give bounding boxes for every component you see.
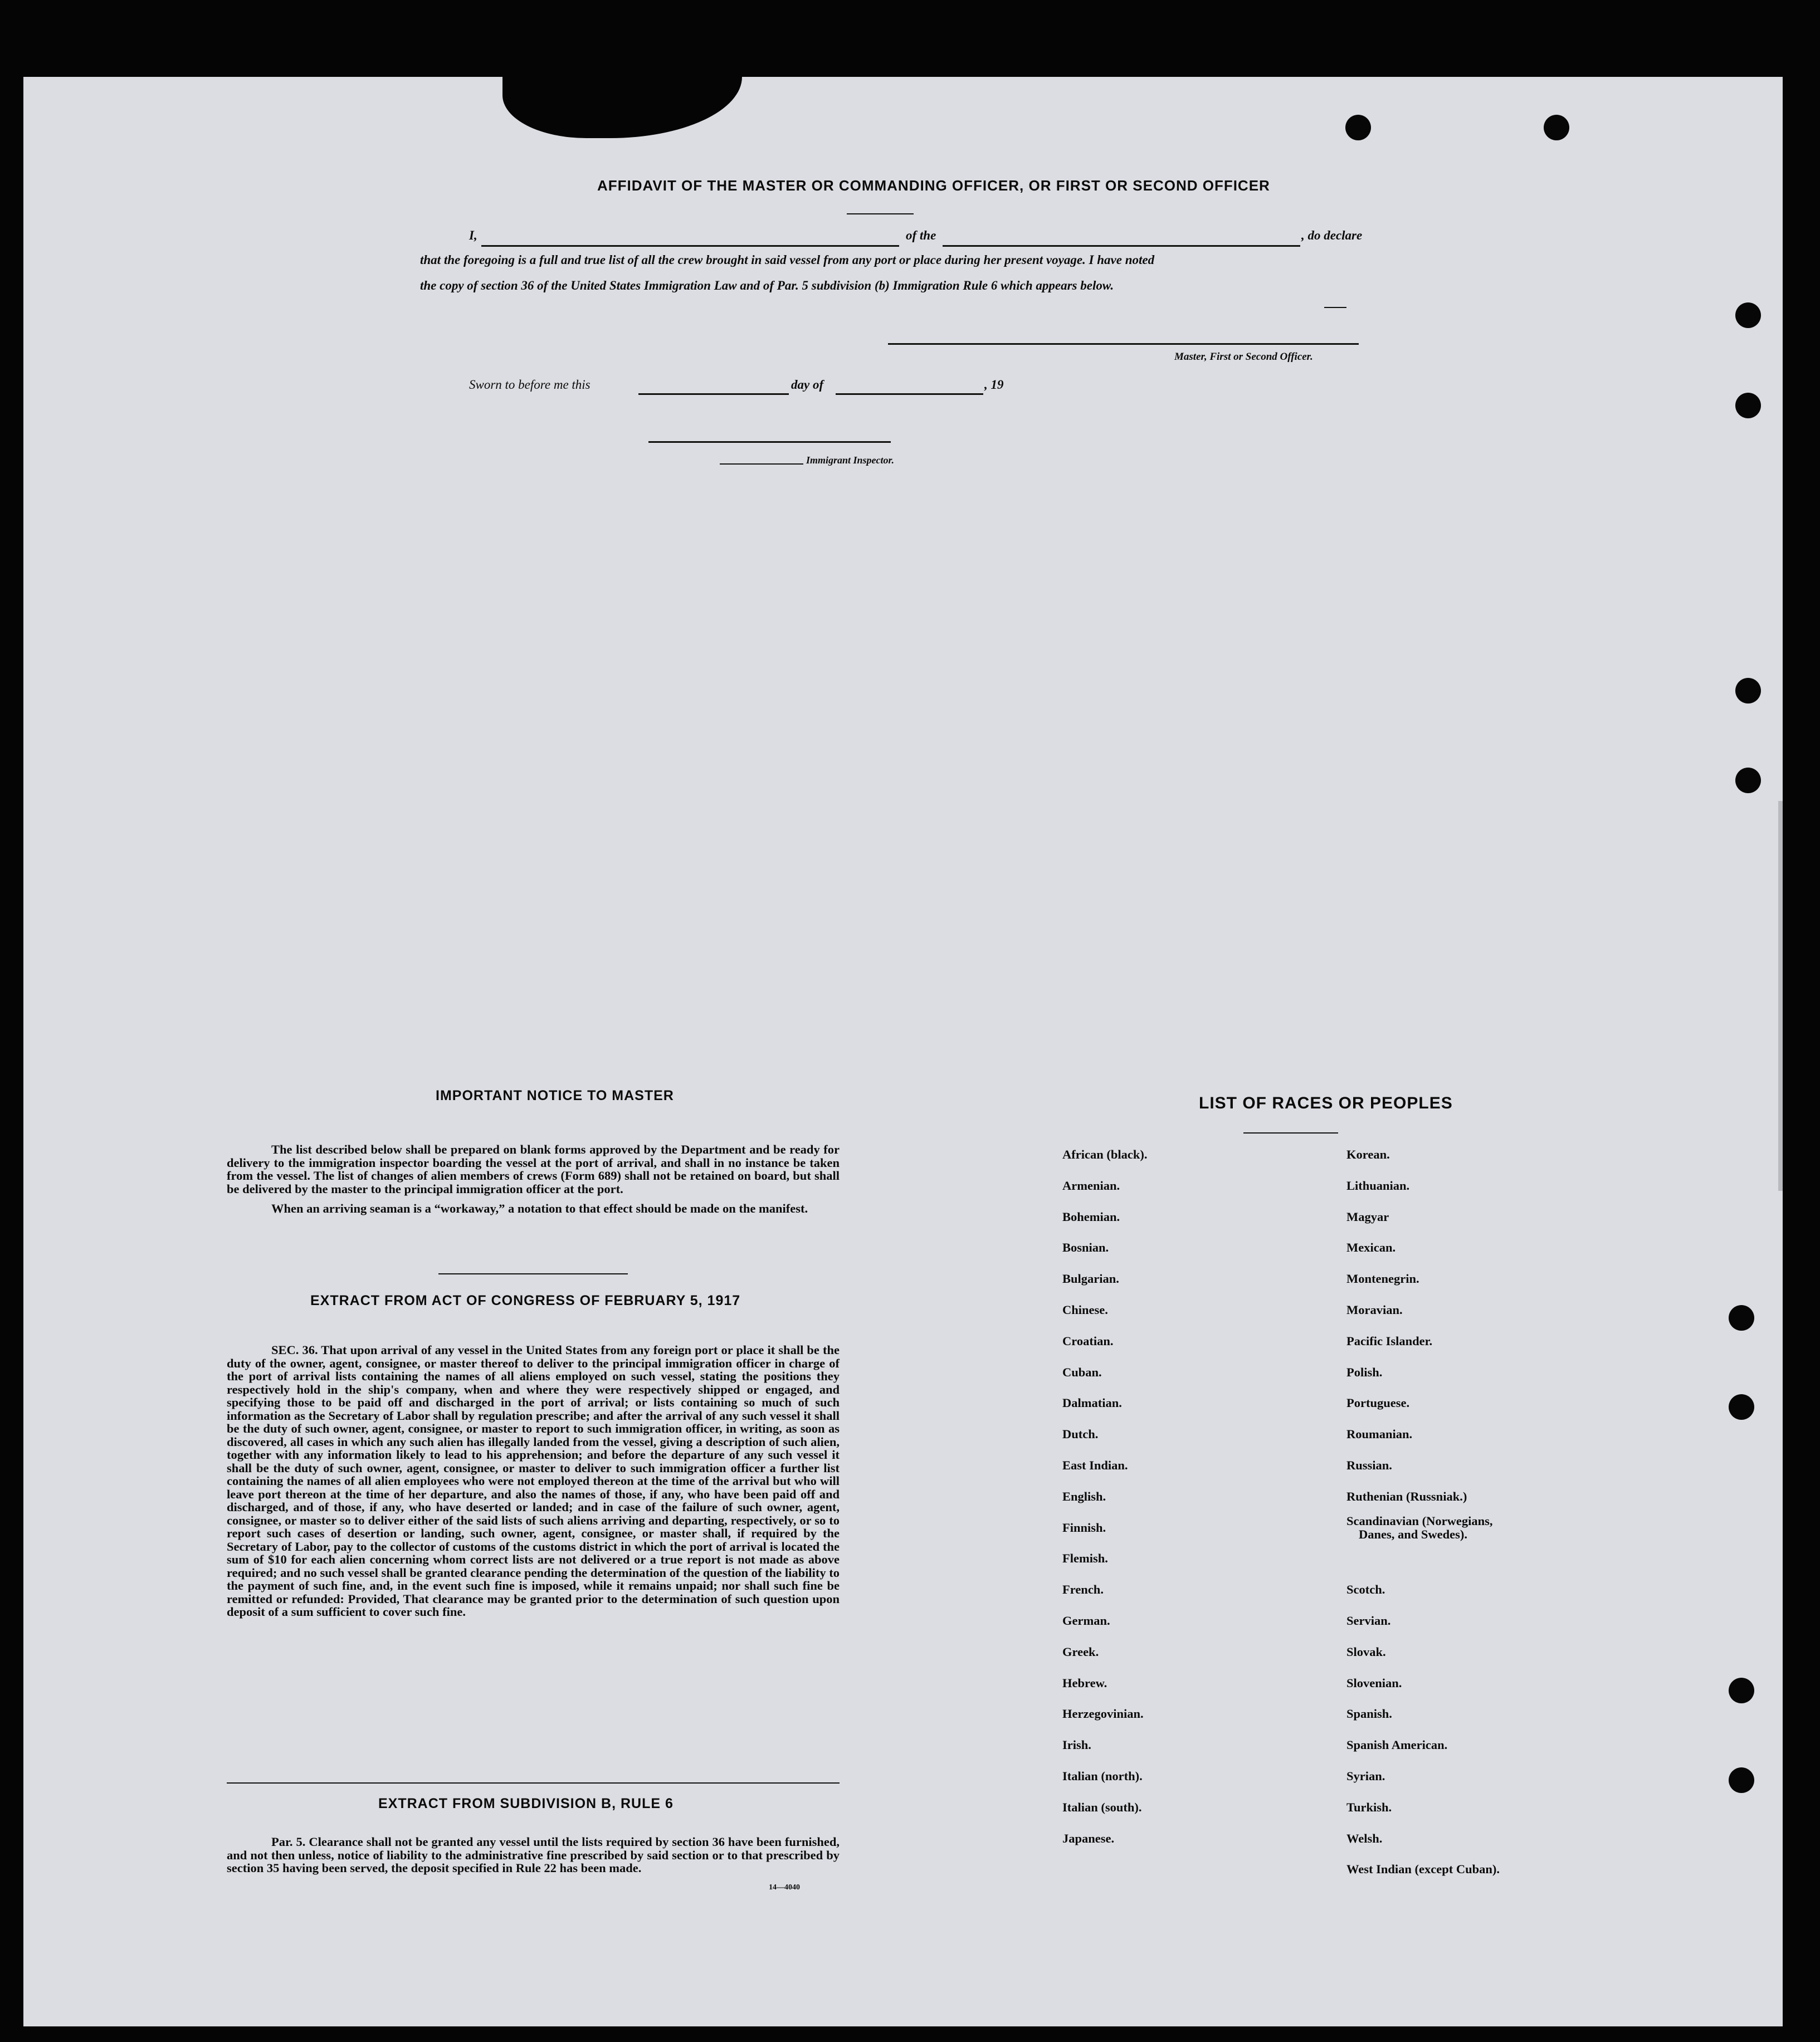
punch-hole (1729, 1767, 1754, 1793)
race-item: Danes, and Swedes). (1359, 1527, 1468, 1541)
race-item: Bulgarian. (1062, 1272, 1119, 1286)
punch-hole (1729, 1305, 1754, 1331)
race-item: Herzegovinian. (1062, 1707, 1144, 1721)
race-item: Syrian. (1346, 1769, 1385, 1783)
divider (438, 1273, 628, 1274)
race-item: Chinese. (1062, 1303, 1108, 1317)
race-item: Montenegrin. (1346, 1272, 1419, 1286)
race-item: West Indian (except Cuban). (1346, 1862, 1500, 1877)
sworn-label: Sworn to before me this (469, 378, 591, 392)
divider (847, 213, 914, 214)
rule-6-text: Par. 5. Clearance shall not be granted any vessel until the lists required by section 36 have been furnished, and not then unless, notice of liability to the administrative fine prescribed by said section or to that prescribed by section 35 having been served, the deposit specified in Rule 22 has been made. (227, 1835, 840, 1875)
race-item: Japanese. (1062, 1831, 1115, 1845)
race-item: Slovak. (1346, 1644, 1386, 1659)
section-36-text: SEC. 36. That upon arrival of any vessel in the United States from any foreign port or place it shall be the duty of the owner, agent, consignee, or master thereof to deliver to the principal immigration officer in charge of the port of arrival lists containing the names of all aliens employed on such vessel, stating the positions they respectively hold in the ship's company, when and where they were respectively shipped or engaged, and specifying those to be paid off and discharged in the port of arrival; or lists containing so much of such information as the Secretary of Labor shall by regulation prescribe; and after the arrival of any such vessel it shall be the duty of such owner, agent, consignee, or master to report to such immigration officer, in writing, as soon as discovered, all cases in which any such alien has illegally landed from the vessel, giving a description of such alien, together with any information likely to lead to his apprehension; and before the departure of any such vessel it shall be the duty of such owner, agent, consignee, or master to deliver to such immigration officer a further list containing the names of all alien employees who were not employed thereon at the time of the arrival but who will leave port thereon at the time of her departure, and also the names of those, if any, who have been paid off and discharged, and of those, if any, who have deserted or landed; and in case of the failure of such owner, agent, consignee, or master so to deliver either of the said lists of such aliens arriving and departing, respectively, or so to report such cases of desertion or landing, such owner, agent, consignee, or master shall, if required by the Secretary of Labor, pay to the collector of customs of the customs district in which the port of arrival is located the sum of $10 for each alien concerning whom correct lists are not delivered or a true report is not made as above required; and no such vessel shall be granted clearance pending the determination of the question of the liability to the payment of such fine, and, in the event such fine is imposed, while it remains unpaid; nor shall such fine be remitted or refunded: Provided, That clearance may be granted prior to the determination of such question upon deposit of a sum sufficient to cover such fine. (227, 1343, 840, 1619)
extract-2-body (227, 1835, 840, 1875)
race-item: Spanish. (1346, 1707, 1392, 1721)
inspector-caption: Immigrant Inspector. (806, 455, 895, 466)
punch-hole (1544, 115, 1569, 140)
race-item: Turkish. (1346, 1800, 1392, 1814)
year-label: , 19 (984, 378, 1004, 392)
notice-paragraph-2: When an arriving seaman is a “workaway,” a notation to that effect should be made on the manifest. (271, 1201, 808, 1215)
notice-paragraphs (227, 1143, 840, 1215)
punch-hole (1735, 678, 1761, 704)
punch-hole (1729, 1678, 1754, 1703)
form-number: 14—4040 (769, 1883, 800, 1892)
race-item: Magyar (1346, 1209, 1389, 1224)
race-item: English. (1062, 1489, 1106, 1503)
race-item: Servian. (1346, 1614, 1391, 1628)
notice-title: IMPORTANT NOTICE TO MASTER (436, 1088, 674, 1103)
officer-signature-field[interactable] (888, 343, 1359, 345)
race-item: Pacific Islander. (1346, 1333, 1433, 1348)
race-item: Korean. (1346, 1147, 1390, 1161)
signature-caption: Master, First or Second Officer. (1174, 351, 1313, 363)
divider (1243, 1132, 1338, 1134)
race-item: Spanish American. (1346, 1738, 1448, 1752)
race-item: African (black). (1062, 1147, 1148, 1161)
race-item: Armenian. (1062, 1178, 1120, 1193)
race-item: Polish. (1346, 1365, 1383, 1379)
do-declare-label: , do declare (1301, 228, 1363, 242)
punch-hole (1729, 1394, 1754, 1420)
race-item: East Indian. (1062, 1458, 1128, 1472)
race-item: Croatian. (1062, 1333, 1114, 1348)
race-item: Dalmatian. (1062, 1396, 1122, 1410)
sworn-month-field[interactable] (836, 393, 983, 395)
race-item: Irish. (1062, 1738, 1091, 1752)
affidavit-body-line-2: the copy of section 36 of the United States Immigration Law and of Par. 5 subdivision (b) Immigration Rule 6 which appears below. (420, 279, 1114, 292)
race-item: Italian (north). (1062, 1769, 1143, 1783)
affidavit-title: AFFIDAVIT OF THE MASTER OR COMMANDING OFFICER, OR FIRST OR SECOND OFFICER (597, 177, 1270, 194)
sworn-day-field[interactable] (638, 393, 789, 395)
divider (227, 1782, 840, 1784)
race-item: Scotch. (1346, 1582, 1385, 1597)
race-item: German. (1062, 1614, 1110, 1628)
affiant-label: I, (469, 228, 477, 242)
affidavit-body-line-1: that the foregoing is a full and true list of all the crew brought in said vessel from any port or place during her present voyage. I have noted (420, 253, 1155, 267)
short-rule (720, 463, 803, 465)
race-item: Slovenian. (1346, 1675, 1402, 1690)
extract-2-title: EXTRACT FROM SUBDIVISION B, RULE 6 (378, 1796, 674, 1811)
race-item: Ruthenian (Russniak.) (1346, 1489, 1467, 1503)
punch-hole (1735, 302, 1761, 328)
race-item: Italian (south). (1062, 1800, 1142, 1814)
race-item: Moravian. (1346, 1303, 1403, 1317)
punch-hole (1735, 393, 1761, 418)
fold-line (1778, 801, 1783, 1191)
race-item: French. (1062, 1582, 1104, 1597)
race-item: Mexican. (1346, 1240, 1396, 1255)
of-the-label: of the (906, 228, 936, 242)
race-item: Bosnian. (1062, 1240, 1109, 1255)
race-item: Cuban. (1062, 1365, 1102, 1379)
race-item: Dutch. (1062, 1427, 1099, 1442)
punch-hole (1735, 768, 1761, 793)
race-item: Portuguese. (1346, 1396, 1410, 1410)
day-of-label: day of (791, 378, 824, 392)
torn-corner (502, 77, 742, 138)
race-item: Lithuanian. (1346, 1178, 1410, 1193)
race-item: Flemish. (1062, 1551, 1108, 1566)
race-item: Hebrew. (1062, 1675, 1107, 1690)
race-item: Welsh. (1346, 1831, 1383, 1845)
vessel-name-field[interactable] (943, 245, 1300, 247)
document-page (23, 77, 1783, 2026)
races-title: LIST OF RACES OR PEOPLES (1199, 1094, 1453, 1112)
race-item: Scandinavian (Norwegians, (1346, 1513, 1493, 1528)
race-item: Bohemian. (1062, 1209, 1120, 1224)
race-item: Roumanian. (1346, 1427, 1413, 1442)
short-rule (1324, 307, 1346, 308)
punch-hole (1345, 115, 1371, 140)
inspector-signature-field[interactable] (648, 441, 891, 443)
affiant-name-field[interactable] (481, 245, 899, 247)
notice-paragraph-1: The list described below shall be prepared on blank forms approved by the Department and be ready for delivery to the immigration inspector boarding the vessel at the port of arrival, and shall in no instance be taken from the vessel. The list of changes of alien members of crews (Form 689) shall not be retained on board, but shall be delivered by the master to the principal immigration officer at the port. (227, 1142, 840, 1196)
race-item: Finnish. (1062, 1520, 1106, 1535)
race-item: Greek. (1062, 1644, 1099, 1659)
race-item: Russian. (1346, 1458, 1392, 1472)
extract-1-body (227, 1344, 840, 1619)
extract-1-title: EXTRACT FROM ACT OF CONGRESS OF FEBRUARY 5, 1917 (310, 1293, 741, 1308)
